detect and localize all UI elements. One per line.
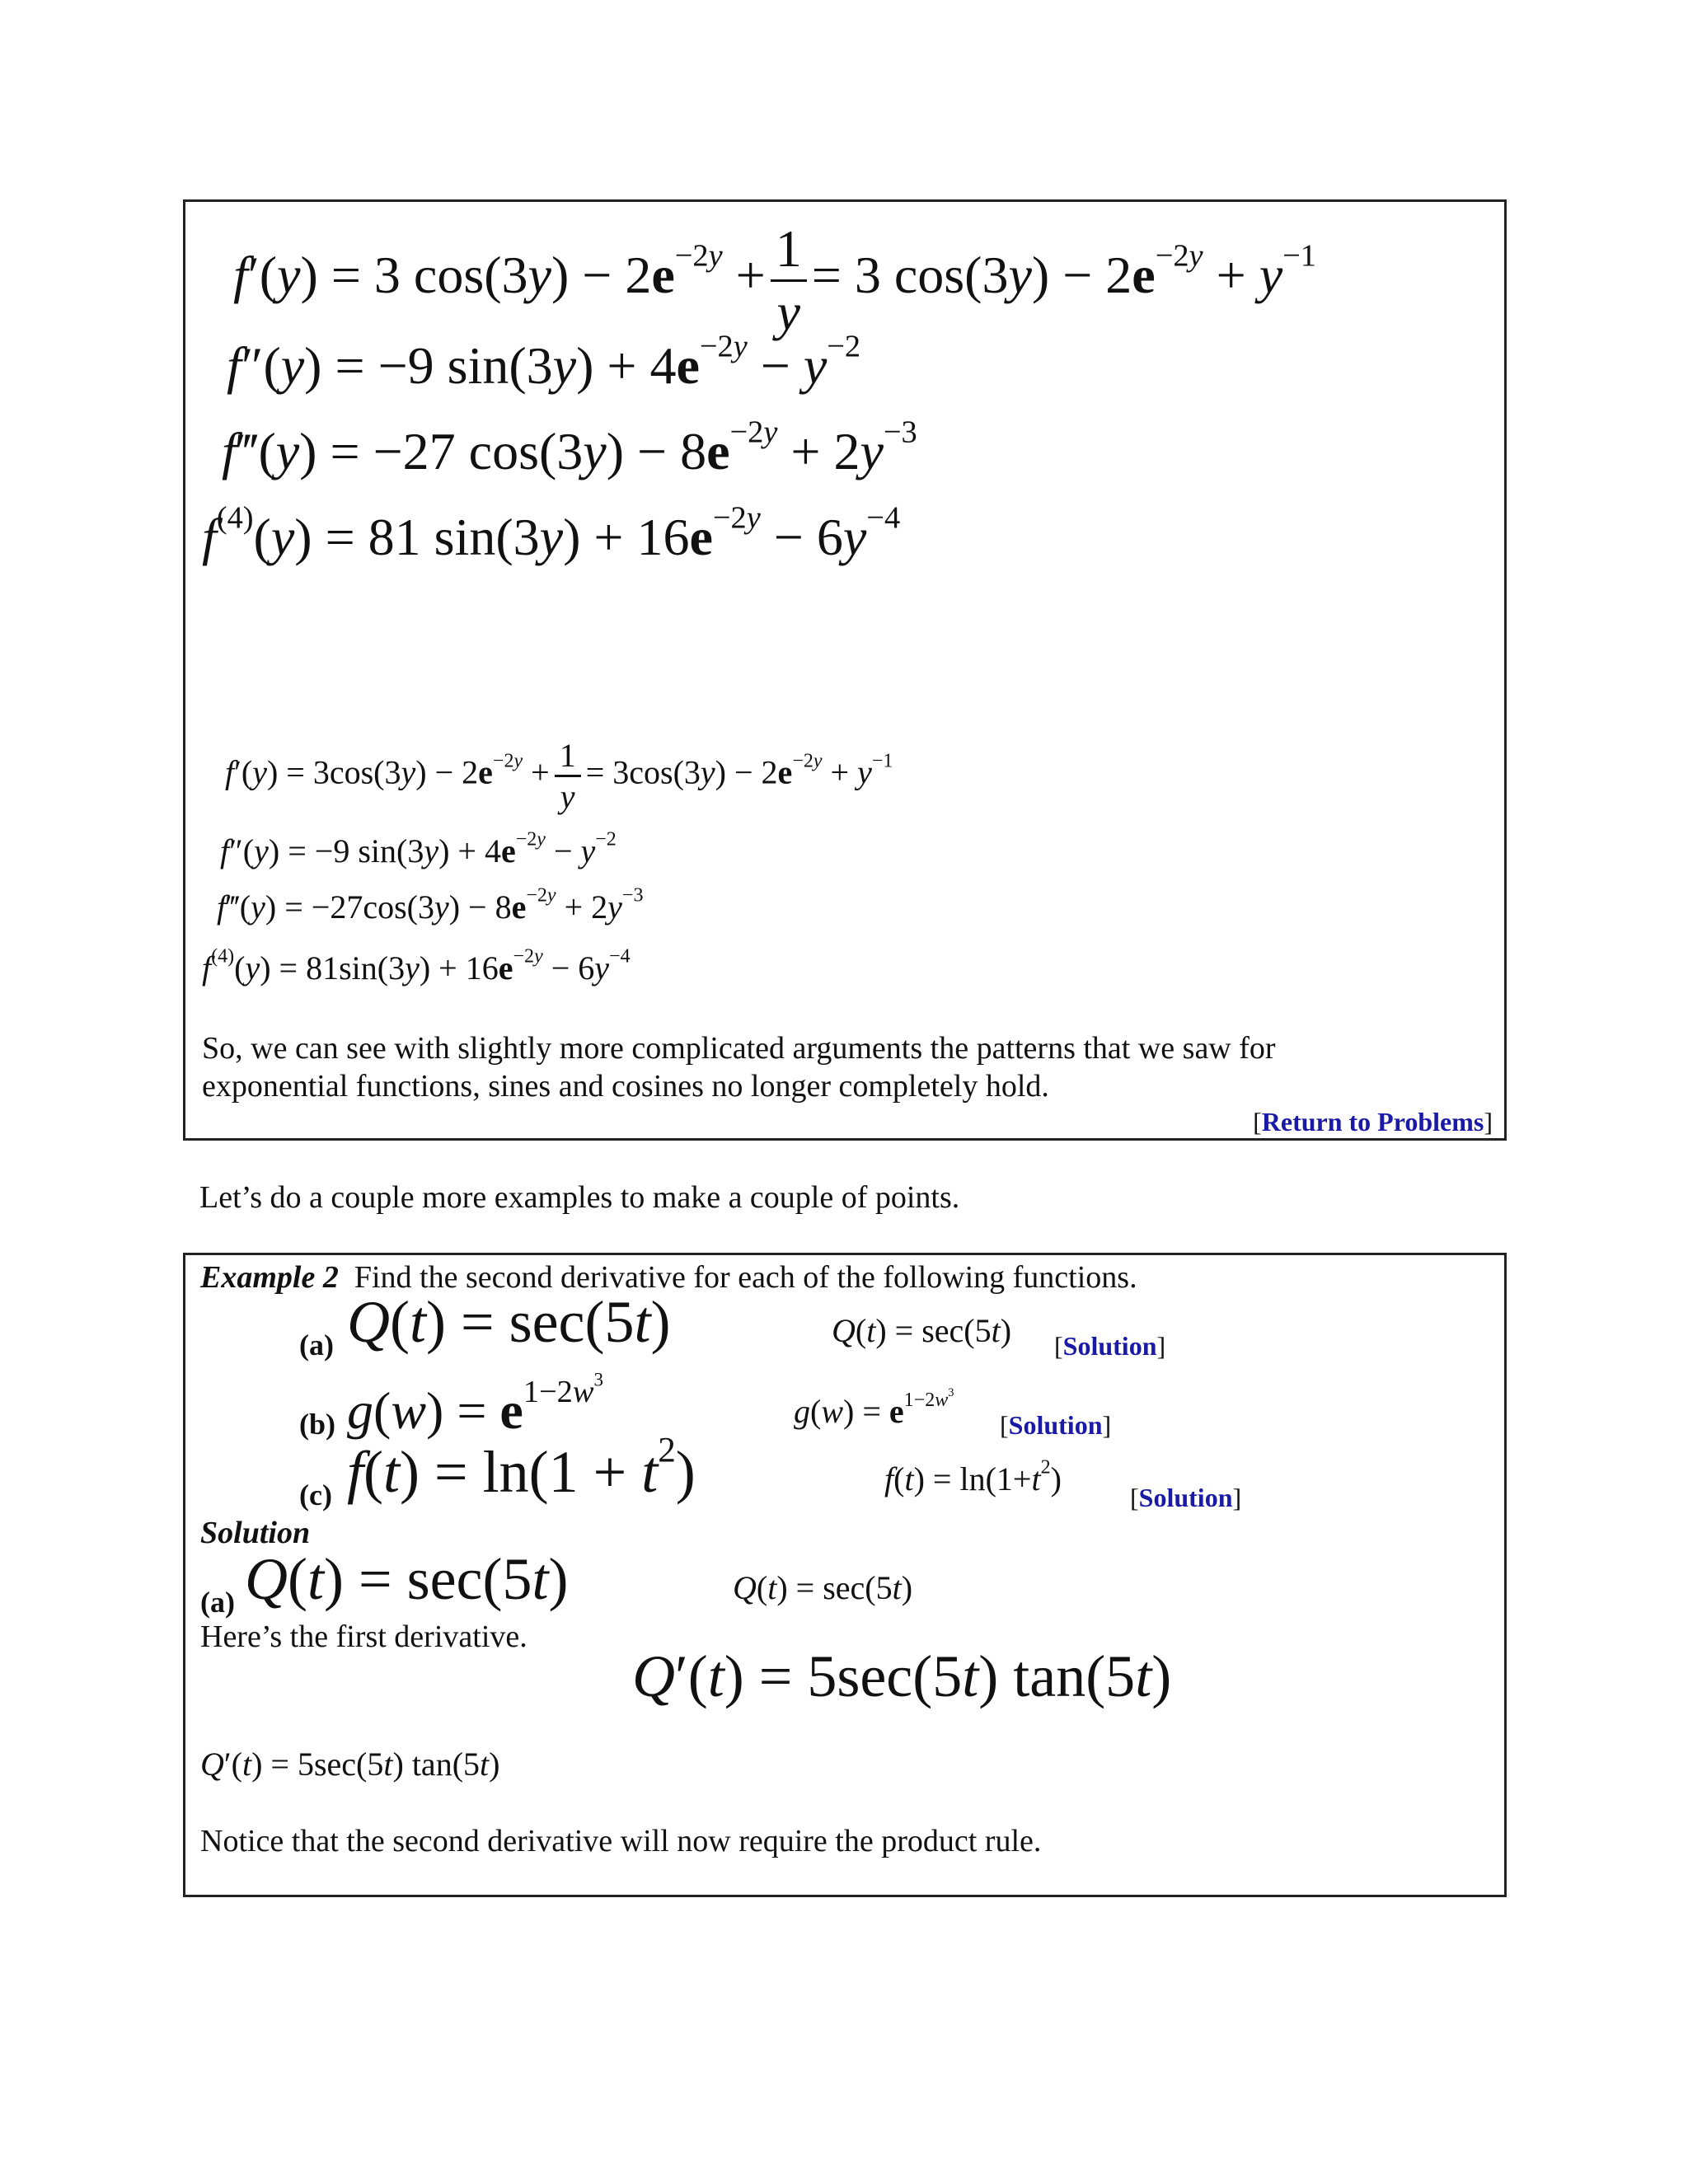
part-a-label: (a) <box>299 1329 334 1361</box>
example-2-prompt: Find the second derivative for each of the following functions. <box>354 1260 1137 1295</box>
eq-second-derivative-large: f″(y) = −9 $\sin(3y) + 4e^{-2y} - y^{-2}$ <box>227 329 861 395</box>
first-derivative-text: Here’s the first derivative. <box>200 1619 528 1654</box>
part-c-equation-large: $f(t) = \ln(1 + t^2)$ <box>347 1431 696 1505</box>
example-2-box <box>183 1253 1507 1897</box>
part-b-solution-link[interactable]: Solution <box>1008 1410 1103 1440</box>
eq-first-derivative-small: $f'(y) = 3\cos(3y) - 2e^{-2y}$ + $\frac{1}{y}$ = $3\cos(3y) - 2e^{-2y} + y^{-1}$ <box>225 737 893 815</box>
q-prime-equation-large: Q′(t) = 5sec(5t) tan(5t) <box>632 1643 1172 1709</box>
intro-sentence: Let’s do a couple more examples to make a couple of points. <box>199 1180 960 1215</box>
part-b-solution: [Solution] <box>1000 1410 1112 1440</box>
part-a-solution: [Solution] <box>1054 1331 1166 1361</box>
part-c-solution-link[interactable]: Solution <box>1138 1483 1233 1512</box>
eq-fourth-derivative-large: $f^{(4)}(y) = 81$ $\sin(3y) + 16e^{-2y} - 6y^{-4}$ <box>202 500 901 566</box>
solution-heading: Solution <box>200 1516 311 1550</box>
solution-box-derivatives <box>183 199 1507 1141</box>
q-prime-equation-small: Q′(t) = 5sec(5t) tan(5t) <box>200 1746 500 1783</box>
part-c-equation-small: $f(t) = \ln(1+t^2)$ <box>884 1456 1062 1497</box>
solution-a-label: (a) <box>200 1586 235 1619</box>
part-c-solution: [Solution] <box>1130 1483 1242 1512</box>
solution-a-equation-large: Q(t) = sec(5t) <box>245 1546 569 1612</box>
part-b-equation-large: $g(w) = e^{1-2w^3}$ <box>347 1368 603 1441</box>
closing-paragraph: So, we can see with slightly more complicated arguments the patterns that we saw for exponential functions, sines and cosines no longer completely hold. <box>202 1031 1276 1104</box>
eq-third-derivative-large: f‴(y) = −27 $\cos(3y) - 8e^{-2y} + 2y^{-3}$ <box>222 415 917 480</box>
return-to-problems: [Return to Problems] <box>1253 1107 1493 1137</box>
eq-second-derivative-small: f″(y) = −9 $\sin(3y) + 4e^{-2y} - y^{-2}$ <box>220 828 617 869</box>
part-b-equation-small: $g(w) = e^{1-2w^3}$ <box>794 1385 954 1430</box>
return-to-problems-link[interactable]: Return to Problems <box>1261 1107 1484 1137</box>
part-a-solution-link[interactable]: Solution <box>1062 1331 1157 1361</box>
part-a-equation-small: Q(t) = sec(5t) <box>832 1312 1012 1349</box>
eq-fourth-derivative-small: $f^{(4)}(y) = 81\sin(3y) + 16e^{-2y} - 6y^{-4}$ <box>202 945 631 987</box>
solution-a-equation-small: Q(t) = sec(5t) <box>733 1569 913 1606</box>
part-b-label: (b) <box>299 1408 335 1441</box>
eq-third-derivative-small: f‴(y) = $-27\cos(3y) - 8e^{-2y} + 2y^{-3}$ <box>217 884 644 926</box>
example-2-title: Example 2 <box>200 1260 339 1295</box>
part-c-label: (c) <box>299 1479 332 1511</box>
notice-text: Notice that the second derivative will now require the product rule. <box>200 1824 1042 1858</box>
part-a-equation-large: Q(t) = sec(5t) <box>347 1289 671 1355</box>
eq-first-derivative-large: f′(y) = 3 $\cos(3y) - 2e^{-2y}$ + $\frac{1}{y}$ = 3 $\cos(3y) - 2e^{-2y} + y^{-1}$ <box>233 219 1316 341</box>
